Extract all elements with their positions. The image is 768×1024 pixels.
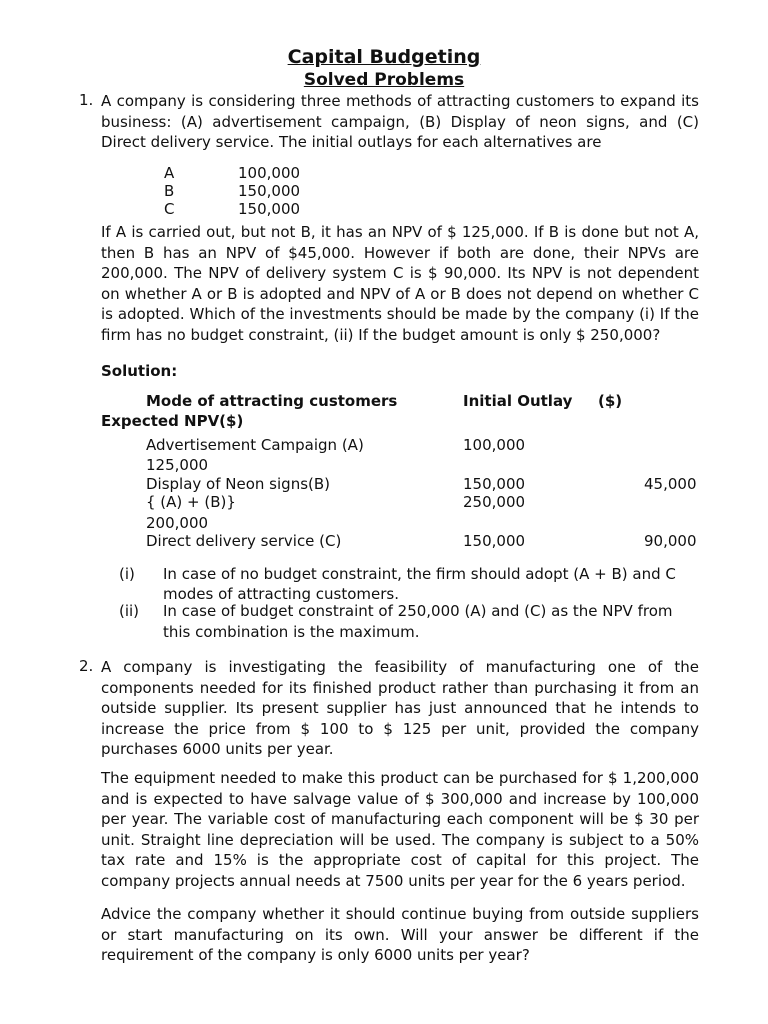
row-ab-npv: 200,000 [146,514,209,532]
outlay-value-c: 150,000 [238,200,301,218]
page-title: Capital Budgeting [287,46,481,68]
row-a-name: Advertisement Campaign (A) [146,436,364,454]
header-npv: Expected NPV($) [101,412,244,430]
answer-ii-line-2: this combination is the maximum. [163,623,420,641]
row-b-outlay: 150,000 [463,475,526,493]
problem-2-number: 2. [79,657,94,675]
solution-heading: Solution: [101,362,178,380]
outlay-value-b: 150,000 [238,182,301,200]
row-ab-name: { (A) + (B)} [146,493,236,511]
answer-i-marker: (i) [119,565,135,583]
answer-i-line-1: In case of no budget constraint, the firm should adopt (A + B) and C [163,565,676,583]
outlay-value-a: 100,000 [238,164,301,182]
problem-1-body: If A is carried out, but not B, it has an NPV of $ 125,000. If B is done but not A, then B has an NPV of $45,000. However if both are done, their NPVs are 200,000. The NPV of delivery system C is $ 90,000. Its NPV is not dependent on whether A or B is adopted and NPV of A or B does not depend on whether C is adopted. Which of the investments should be made by the company (i) If the firm has no budget constraint, (ii) If the budget amount is only $ 250,000? [101,223,699,344]
row-c-outlay: 150,000 [463,532,526,550]
header-outlay: Initial Outlay [463,392,573,410]
outlay-label-a: A [164,164,175,182]
header-mode: Mode of attracting customers [146,392,398,410]
answer-ii-line-1: In case of budget constraint of 250,000 (A) and (C) as the NPV from [163,602,673,620]
row-c-name: Direct delivery service (C) [146,532,342,550]
row-a-outlay: 100,000 [463,436,526,454]
page-subtitle: Solved Problems [303,70,465,90]
row-ab-outlay: 250,000 [463,493,526,511]
outlay-label-b: B [164,182,175,200]
header-currency: ($) [598,392,623,410]
row-b-npv: 45,000 [644,475,697,493]
answer-ii-marker: (ii) [119,602,140,620]
answer-i-line-2: modes of attracting customers. [163,585,399,603]
outlay-label-c: C [164,200,175,218]
problem-1-number: 1. [79,91,94,109]
problem-2-paragraph-2: The equipment needed to make this product can be purchased for $ 1,200,000 and is expected to have salvage value of $ 300,000 and increase by 100,000 per year. The variable cost of manufacturing each component will be $ 30 per unit. Straight line depreciation will be used. The company is subject to a 50% tax rate and 15% is the appropriate cost of capital for this project. The company projects annual needs at 7500 units per year for the 6 years period. [101,769,699,890]
problem-2-paragraph-3: Advice the company whether it should continue buying from outside suppliers or start manufacturing on its own. Will your answer be different if the requirement of the company is only 6000 units per year? [101,905,699,965]
row-c-npv: 90,000 [644,532,697,550]
problem-2-paragraph-1: A company is investigating the feasibility of manufacturing one of the components needed for its finished product rather than purchasing it from an outside supplier. Its present supplier has just announced that he intends to increase the price from $ 100 to $ 125 per unit, provided the company purchases 6000 units per year. [101,658,699,759]
row-b-name: Display of Neon signs(B) [146,475,331,493]
row-a-npv: 125,000 [146,456,209,474]
problem-1-intro: A company is considering three methods of attracting customers to expand its business: (A) advertisement campaign, (B) Display of neon signs, and (C) Direct delivery service. The initial outlays for each alternatives are [101,92,699,152]
